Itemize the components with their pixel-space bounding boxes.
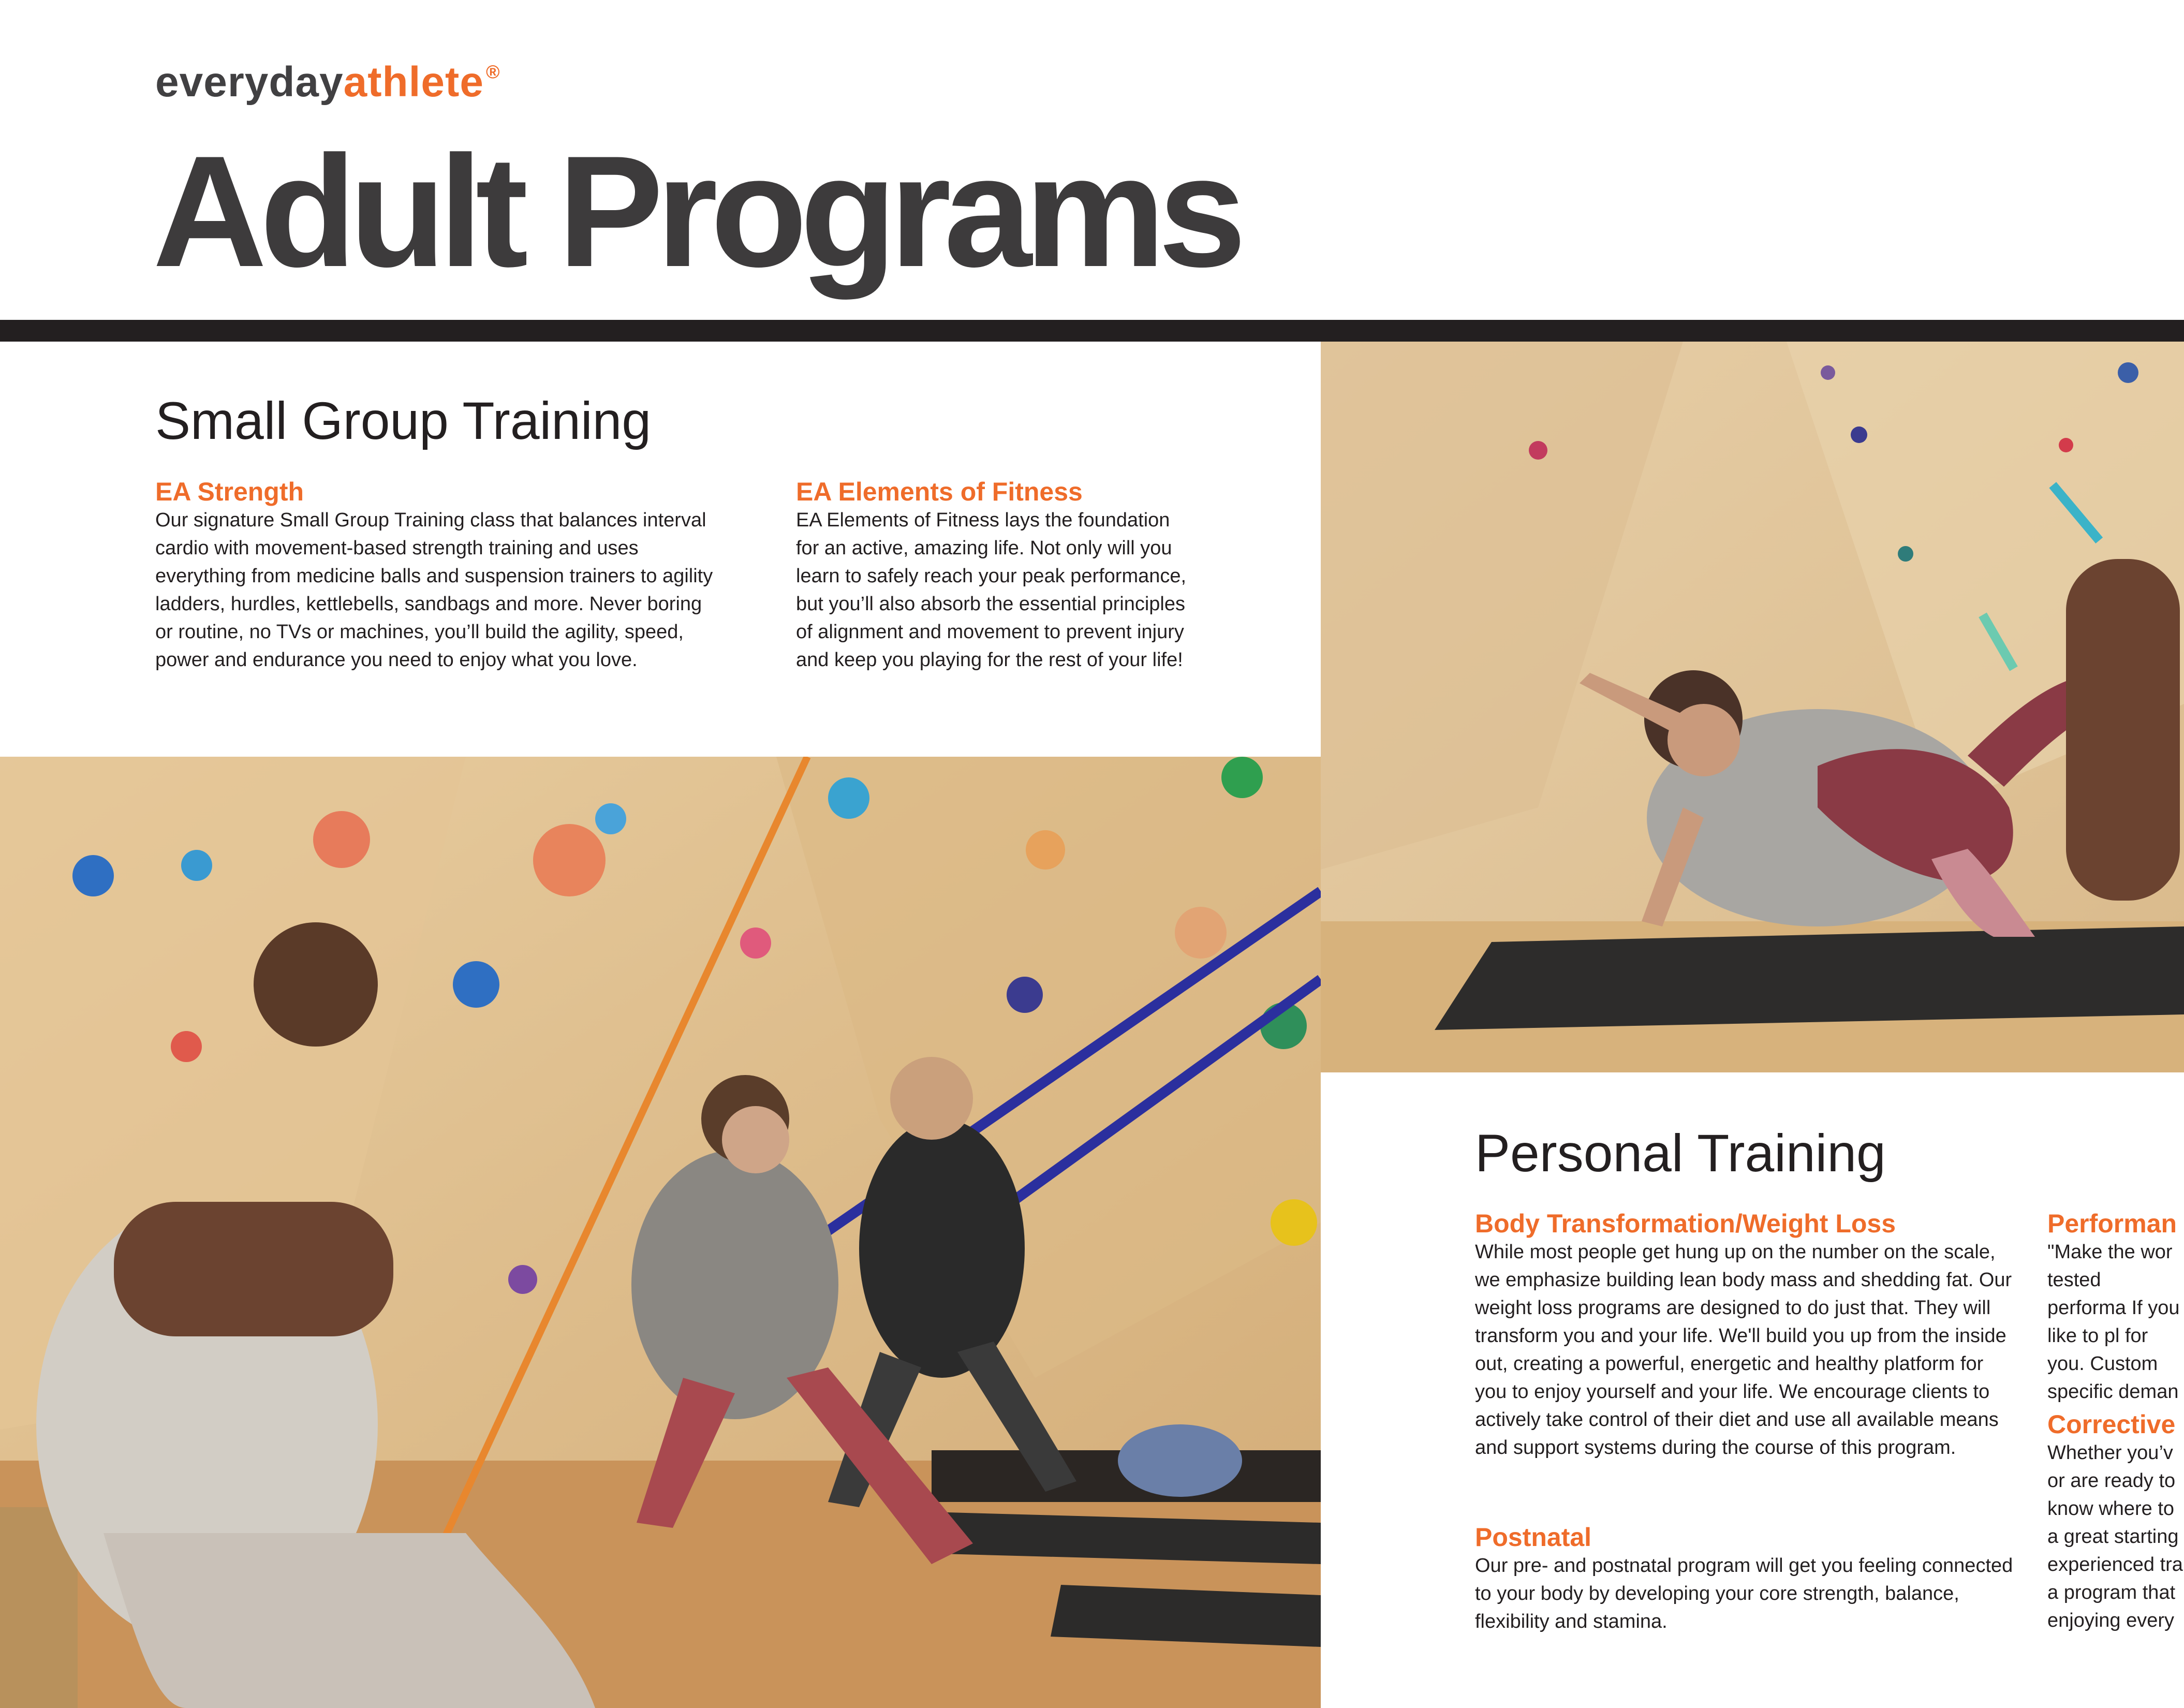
registered-mark: ® xyxy=(485,61,500,82)
program-description: Our pre- and postnatal program will get you feeling connected to your body by developing your core strength, balance, flexibility and stamina. xyxy=(1475,1555,2013,1632)
brand-name-part1: everyday xyxy=(155,58,344,106)
brand-name-part2: athlete xyxy=(343,58,484,106)
program-body-transformation xyxy=(1475,1209,2018,1462)
program-title: Postnatal xyxy=(1475,1523,1592,1552)
program-description: Our signature Small Group Training class that balances interval cardio with movement-based strength training and uses everything from medicine balls and suspension trainers to agility ladders, hurdles, kettlebells, sandbags and more. Never boring or routine, no TVs or machines, you’ll build the agility, speed, power and endurance you need to enjoy what you love. xyxy=(155,509,713,671)
photo-group-class xyxy=(0,757,1321,1708)
section-title-personal: Personal Training xyxy=(1475,1124,1886,1183)
program-title: Performan xyxy=(2047,1209,2177,1238)
program-corrective xyxy=(2047,1410,2184,1635)
program-title: EA Elements of Fitness xyxy=(796,477,1083,506)
header-divider xyxy=(0,320,2184,342)
brand-logo xyxy=(155,58,500,107)
program-postnatal xyxy=(1475,1523,2018,1636)
program-title: Corrective xyxy=(2047,1410,2176,1439)
program-description: Whether you’v or are ready to know where to a great starting experienced tra a program that enjoying every xyxy=(2047,1442,2183,1631)
program-description: While most people get hung up on the number on the scale, we emphasize building lean body mass and shedding fat. Our weight loss programs are designed to do just that. They will transform you and your life. We'll build you up from the inside out, creating a powerful, energetic and healthy platform for you to enjoy yourself and your life. We encourage clients to actively take control of their diet and use all available means and support systems during the course of this program. xyxy=(1475,1241,2012,1459)
program-description: "Make the wor tested performa If you like to pl for you. Custom specific deman xyxy=(2047,1241,2180,1403)
page-title: Adult Programs xyxy=(153,123,1239,300)
program-title: Body Transformation/Weight Loss xyxy=(1475,1209,1896,1238)
section-title-small-group: Small Group Training xyxy=(155,391,652,450)
program-ea-elements xyxy=(796,477,1189,674)
program-performance xyxy=(2047,1209,2184,1406)
program-title: EA Strength xyxy=(155,477,304,506)
photo-stretch xyxy=(1321,342,2184,1072)
program-ea-strength xyxy=(155,477,719,674)
program-description: EA Elements of Fitness lays the foundation for an active, amazing life. Not only will you learn to safely reach your peak performance, but you’ll also absorb the essential principles of alignment and movement to prevent injury and keep you playing for the rest of your life! xyxy=(796,509,1187,671)
